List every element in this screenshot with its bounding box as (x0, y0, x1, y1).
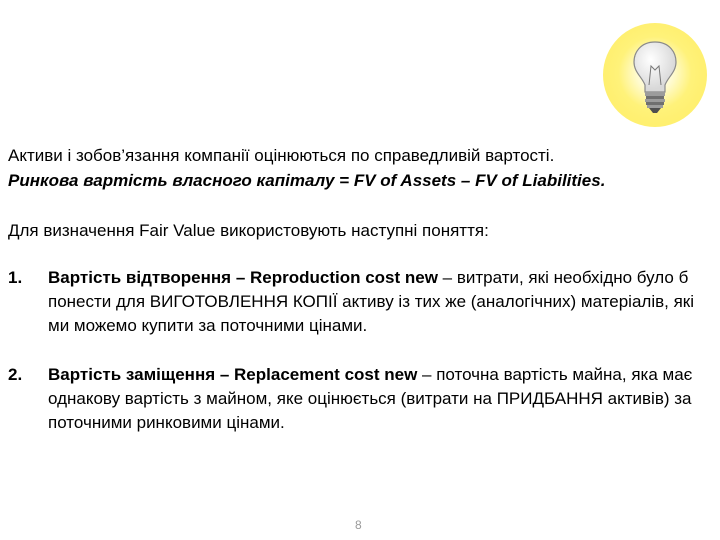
item-body (48, 363, 708, 435)
item-number: 1. (8, 268, 23, 287)
lightbulb-icon (600, 20, 710, 130)
item-definition: – поточна вартість майна, яка має однакову вартість з майном, яке оцінюється (витрати на ПРИДБАННЯ активів) за поточними ринковими цінами. (48, 365, 693, 432)
list-item (8, 363, 708, 435)
formula-text: Ринкова вартість власного капіталу = FV of Assets – FV of Liabilities. (8, 171, 606, 190)
list-item (8, 266, 708, 338)
intro-text: Активи і зобов’язання компанії оцінюються по справедливій вартості. (8, 146, 555, 165)
item-number: 2. (8, 365, 23, 384)
item-term: Вартість відтворення – Reproduction cost new (48, 268, 438, 287)
terms-intro: Для визначення Fair Value використовують наступні поняття: (8, 221, 489, 240)
page-number: 8 (355, 518, 362, 532)
item-term: Вартість заміщення – Replacement cost new (48, 365, 418, 384)
item-definition: – витрати, які необхідно було б понести для ВИГОТОВЛЕННЯ КОПІЇ активу із тих же (аналогічних) матеріалів, які ми можемо купити за поточними цінами. (48, 268, 694, 335)
item-body (48, 266, 708, 338)
